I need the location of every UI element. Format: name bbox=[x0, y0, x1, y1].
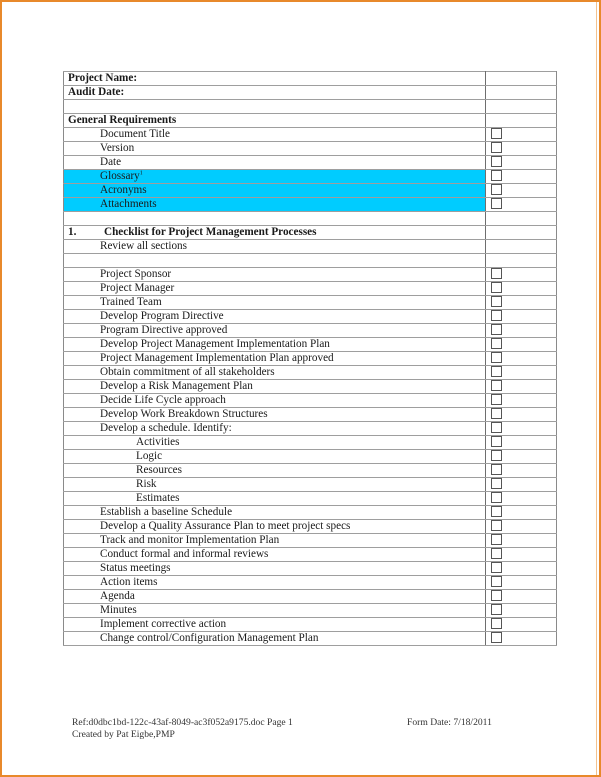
checkbox[interactable] bbox=[491, 128, 502, 139]
checklist-item-text: Project Manager bbox=[100, 282, 175, 294]
section-1-heading-row bbox=[64, 226, 557, 240]
checklist-body bbox=[64, 72, 557, 646]
blank-cell bbox=[64, 254, 486, 268]
blank-cell bbox=[486, 114, 557, 128]
checklist-item-row bbox=[64, 198, 557, 212]
checklist-item-text: Track and monitor Implementation Plan bbox=[100, 534, 280, 546]
checklist-item-label bbox=[64, 198, 486, 212]
checklist-item-row bbox=[64, 128, 557, 142]
checklist-item-check-cell bbox=[486, 618, 557, 632]
checklist-item-text: Obtain commitment of all stakeholders bbox=[100, 366, 275, 378]
checklist-item-text: Activities bbox=[136, 436, 180, 448]
checkbox[interactable] bbox=[491, 534, 502, 545]
checklist-item-check-cell bbox=[486, 534, 557, 548]
checklist-item-row bbox=[64, 520, 557, 534]
checklist-item-label bbox=[64, 296, 486, 310]
checkbox[interactable] bbox=[491, 548, 502, 559]
checklist-item-label bbox=[64, 562, 486, 576]
checklist-item-label bbox=[64, 156, 486, 170]
checklist-item-label bbox=[64, 506, 486, 520]
footer-form-date: Form Date: 7/18/2011 bbox=[407, 717, 492, 728]
checkbox[interactable] bbox=[491, 394, 502, 405]
checklist-item-text: Risk bbox=[136, 478, 157, 490]
project-name-value[interactable] bbox=[486, 72, 557, 86]
checkbox[interactable] bbox=[491, 366, 502, 377]
checklist-item-label bbox=[64, 352, 486, 366]
checklist-item-text: Estimates bbox=[136, 492, 180, 504]
checkbox[interactable] bbox=[491, 478, 502, 489]
checklist-item-label bbox=[64, 310, 486, 324]
checkbox[interactable] bbox=[491, 380, 502, 391]
checklist-item-text: Version bbox=[100, 142, 135, 154]
checklist-item-label bbox=[64, 184, 486, 198]
section-1-subtitle: Review all sections bbox=[64, 240, 486, 254]
section-1-subtitle-row bbox=[64, 240, 557, 254]
checklist-item-row bbox=[64, 562, 557, 576]
checklist-item-check-cell bbox=[486, 576, 557, 590]
checkbox[interactable] bbox=[491, 268, 502, 279]
checklist-item-row bbox=[64, 394, 557, 408]
checklist-item-row bbox=[64, 492, 557, 506]
checklist-item-label bbox=[64, 590, 486, 604]
checklist-item-text: Program Directive approved bbox=[100, 324, 228, 336]
checklist-item-label bbox=[64, 464, 486, 478]
checklist-item-label bbox=[64, 380, 486, 394]
checklist-item-text: Attachments bbox=[100, 198, 157, 210]
checkbox[interactable] bbox=[491, 198, 502, 209]
checkbox[interactable] bbox=[491, 562, 502, 573]
audit-date-value[interactable] bbox=[486, 86, 557, 100]
checklist-item-text: Change control/Configuration Management Plan bbox=[100, 632, 319, 644]
blank-cell bbox=[486, 226, 557, 240]
checklist-item-row bbox=[64, 156, 557, 170]
checklist-item-row bbox=[64, 548, 557, 562]
checklist-item-text: Action items bbox=[100, 576, 158, 588]
checklist-item-label bbox=[64, 632, 486, 646]
checklist-item-label bbox=[64, 492, 486, 506]
checklist-item-text: Develop Work Breakdown Structures bbox=[100, 408, 268, 420]
checklist-item-check-cell bbox=[486, 380, 557, 394]
checkbox[interactable] bbox=[491, 324, 502, 335]
checklist-item-label bbox=[64, 128, 486, 142]
checklist-item-row bbox=[64, 450, 557, 464]
checkbox[interactable] bbox=[491, 604, 502, 615]
checklist-item-check-cell bbox=[486, 436, 557, 450]
blank-cell bbox=[486, 240, 557, 254]
checklist-item-check-cell bbox=[486, 310, 557, 324]
checkbox[interactable] bbox=[491, 184, 502, 195]
checklist-item-row bbox=[64, 618, 557, 632]
checklist-item-check-cell bbox=[486, 268, 557, 282]
checkbox[interactable] bbox=[491, 506, 502, 517]
checklist-item-check-cell bbox=[486, 492, 557, 506]
checklist-item-row bbox=[64, 422, 557, 436]
blank-cell bbox=[64, 212, 486, 226]
checklist-item-text: Date bbox=[100, 156, 122, 168]
blank-cell bbox=[486, 254, 557, 268]
checklist-item-text: Project Management Implementation Plan approved bbox=[100, 352, 334, 364]
checklist-item-text: Acronyms bbox=[100, 184, 147, 196]
checklist-item-text: Logic bbox=[136, 450, 163, 462]
audit-date-row bbox=[64, 86, 557, 100]
checkbox[interactable] bbox=[491, 576, 502, 587]
checkbox[interactable] bbox=[491, 590, 502, 601]
checklist-item-label bbox=[64, 408, 486, 422]
checkbox[interactable] bbox=[491, 352, 502, 363]
checklist-item-row bbox=[64, 478, 557, 492]
checklist-item-label bbox=[64, 604, 486, 618]
checkbox[interactable] bbox=[491, 436, 502, 447]
checklist-item-label bbox=[64, 478, 486, 492]
checklist-item-text: Decide Life Cycle approach bbox=[100, 394, 226, 406]
footnote-marker: 1 bbox=[139, 170, 143, 177]
checkbox[interactable] bbox=[491, 422, 502, 433]
checklist-item-label bbox=[64, 338, 486, 352]
checklist-item-check-cell bbox=[486, 184, 557, 198]
checklist-item-label bbox=[64, 170, 486, 184]
checkbox[interactable] bbox=[491, 450, 502, 461]
checklist-item-check-cell bbox=[486, 352, 557, 366]
checklist-item-check-cell bbox=[486, 422, 557, 436]
checklist-item-check-cell bbox=[486, 128, 557, 142]
section-title: Checklist for Project Management Processes bbox=[104, 226, 317, 238]
checklist-item-label bbox=[64, 520, 486, 534]
checklist-item-check-cell bbox=[486, 198, 557, 212]
checklist-item-check-cell bbox=[486, 520, 557, 534]
checklist-item-text: Establish a baseline Schedule bbox=[100, 506, 233, 518]
checklist-item-check-cell bbox=[486, 408, 557, 422]
checkbox[interactable] bbox=[491, 408, 502, 419]
checklist-item-row bbox=[64, 184, 557, 198]
audit-checklist-table bbox=[63, 71, 557, 646]
checklist-item-check-cell bbox=[486, 604, 557, 618]
checklist-item-text: Glossary bbox=[100, 170, 140, 182]
checklist-item-label bbox=[64, 422, 486, 436]
checklist-item-row bbox=[64, 436, 557, 450]
checklist-item-check-cell bbox=[486, 548, 557, 562]
checkbox[interactable] bbox=[491, 310, 502, 321]
checklist-item-label bbox=[64, 534, 486, 548]
checklist-item-label bbox=[64, 548, 486, 562]
checklist-item-check-cell bbox=[486, 632, 557, 646]
blank-cell bbox=[486, 212, 557, 226]
checklist-item-row bbox=[64, 534, 557, 548]
project-name-row bbox=[64, 72, 557, 86]
checklist-item-row bbox=[64, 506, 557, 520]
checklist-item-row bbox=[64, 324, 557, 338]
checklist-item-check-cell bbox=[486, 282, 557, 296]
checklist-item-check-cell bbox=[486, 394, 557, 408]
checklist-item-check-cell bbox=[486, 562, 557, 576]
checklist-item-text: Document Title bbox=[100, 128, 170, 140]
checklist-item-check-cell bbox=[486, 338, 557, 352]
checklist-item-label bbox=[64, 618, 486, 632]
checklist-item-check-cell bbox=[486, 478, 557, 492]
checklist-item-label bbox=[64, 450, 486, 464]
checklist-item-text: Develop Project Management Implementation Plan bbox=[100, 338, 330, 350]
checkbox[interactable] bbox=[491, 296, 502, 307]
audit-date-label: Audit Date: bbox=[64, 86, 486, 100]
checklist-item-check-cell bbox=[486, 366, 557, 380]
blank-cell bbox=[486, 100, 557, 114]
checkbox[interactable] bbox=[491, 618, 502, 629]
blank-row bbox=[64, 212, 557, 226]
checklist-item-row bbox=[64, 632, 557, 646]
checklist-item-check-cell bbox=[486, 142, 557, 156]
checklist-item-row bbox=[64, 380, 557, 394]
checklist-item-text: Agenda bbox=[100, 590, 135, 602]
checklist-item-label bbox=[64, 324, 486, 338]
checklist-item-check-cell bbox=[486, 324, 557, 338]
checkbox[interactable] bbox=[491, 338, 502, 349]
checklist-item-text: Trained Team bbox=[100, 296, 162, 308]
checklist-item-row bbox=[64, 576, 557, 590]
checklist-item-row bbox=[64, 296, 557, 310]
checkbox[interactable] bbox=[491, 170, 502, 181]
checklist-item-text: Resources bbox=[136, 464, 182, 476]
checkbox[interactable] bbox=[491, 520, 502, 531]
checkbox[interactable] bbox=[491, 632, 502, 643]
checklist-item-label bbox=[64, 366, 486, 380]
checklist-item-row bbox=[64, 310, 557, 324]
checkbox[interactable] bbox=[491, 492, 502, 503]
checklist-item-text: Minutes bbox=[100, 604, 137, 616]
checklist-item-text: Develop a Risk Management Plan bbox=[100, 380, 253, 392]
checklist-item-label bbox=[64, 282, 486, 296]
checklist-item-row bbox=[64, 282, 557, 296]
checklist-item-text: Develop a Quality Assurance Plan to meet project specs bbox=[100, 520, 351, 532]
checklist-item-text: Status meetings bbox=[100, 562, 171, 574]
checklist-item-label bbox=[64, 268, 486, 282]
checklist-item-text: Develop a schedule. Identify: bbox=[100, 422, 232, 434]
checklist-item-text: Implement corrective action bbox=[100, 618, 227, 630]
checklist-item-check-cell bbox=[486, 590, 557, 604]
section-number: 1. bbox=[68, 226, 77, 238]
checklist-item-label bbox=[64, 394, 486, 408]
checklist-item-text: Conduct formal and informal reviews bbox=[100, 548, 269, 560]
checklist-item-check-cell bbox=[486, 296, 557, 310]
project-name-label: Project Name: bbox=[64, 72, 486, 86]
checklist-item-check-cell bbox=[486, 464, 557, 478]
checklist-item-text: Project Sponsor bbox=[100, 268, 172, 280]
checklist-item-row bbox=[64, 464, 557, 478]
general-requirements-heading: General Requirements bbox=[64, 114, 486, 128]
checklist-item-row bbox=[64, 170, 557, 184]
checklist-item-row bbox=[64, 268, 557, 282]
checkbox[interactable] bbox=[491, 142, 502, 153]
section-1-heading bbox=[64, 226, 486, 240]
checklist-item-check-cell bbox=[486, 450, 557, 464]
checkbox[interactable] bbox=[491, 282, 502, 293]
checklist-item-label bbox=[64, 436, 486, 450]
footer-left bbox=[72, 717, 293, 741]
checkbox[interactable] bbox=[491, 156, 502, 167]
checklist-item-check-cell bbox=[486, 170, 557, 184]
blank-row bbox=[64, 100, 557, 114]
checklist-item-row bbox=[64, 142, 557, 156]
checklist-item-check-cell bbox=[486, 156, 557, 170]
checklist-item-row bbox=[64, 352, 557, 366]
footer-ref: Ref:d0dbc1bd-122c-43af-8049-ac3f052a9175.doc Page 1 bbox=[72, 717, 293, 728]
checklist-item-row bbox=[64, 590, 557, 604]
checklist-item-label bbox=[64, 576, 486, 590]
checklist-item-row bbox=[64, 338, 557, 352]
checklist-item-label bbox=[64, 142, 486, 156]
blank-row bbox=[64, 254, 557, 268]
checklist-item-text: Develop Program Directive bbox=[100, 310, 224, 322]
general-requirements-heading-row bbox=[64, 114, 557, 128]
checkbox[interactable] bbox=[491, 464, 502, 475]
blank-cell bbox=[64, 100, 486, 114]
checklist-item-row bbox=[64, 408, 557, 422]
checklist-item-row bbox=[64, 366, 557, 380]
footer-created-by: Created by Pat Eigbe,PMP bbox=[72, 729, 175, 740]
checklist-item-row bbox=[64, 604, 557, 618]
checklist-item-check-cell bbox=[486, 506, 557, 520]
